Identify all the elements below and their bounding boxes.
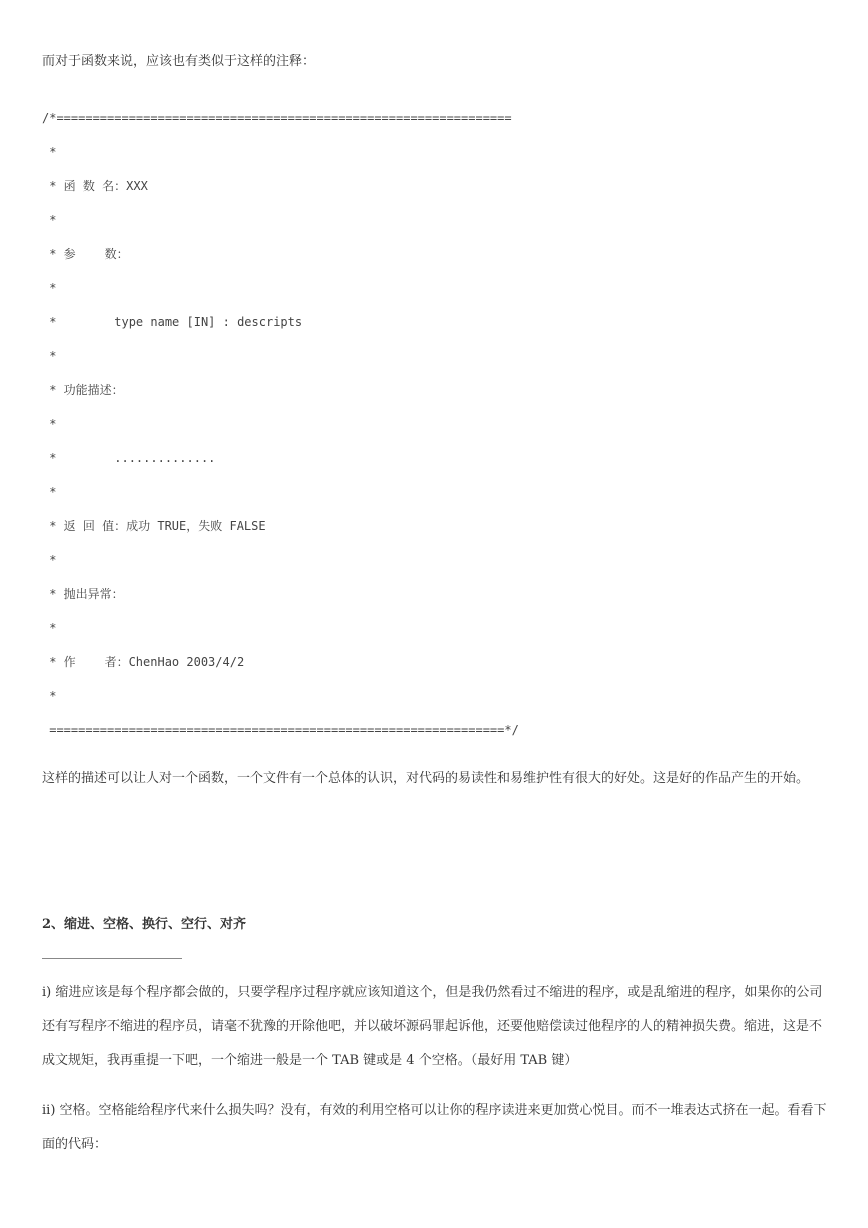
code-line: *: [42, 689, 57, 703]
section-heading: 2、缩进、空格、换行、空行、对齐: [42, 917, 247, 932]
code-line: *: [42, 213, 57, 227]
paragraph-description: 这样的描述可以让人对一个函数，一个文件有一个总体的认识，对代码的易读性和易维护性有很大的好处。这是好的作品产生的开始。: [42, 771, 810, 786]
code-line: * 函 数 名：XXX: [42, 179, 148, 193]
intro-text: 而对于函数来说，应该也有类似于这样的注释：: [42, 54, 316, 69]
heading-underline: [42, 958, 182, 959]
code-line: *: [42, 417, 57, 431]
code-line: * 作 者：ChenHao 2003/4/2: [42, 655, 245, 669]
function-comment-code-block: [42, 101, 519, 747]
paragraph-indentation: i) 缩进应该是每个程序都会做的，只要学程序过程序就应该知道这个，但是我仍然看过不缩进的程序，或是乱缩进的程序，如果你的公司还有写程序不缩进的程序员，请毫不犹豫的开除他吧，并以破坏源码罪起诉他，还要他赔偿读过他程序的人的精神损失费。缩进，这是不成文规矩，我再重提一下吧，一个缩进一般是一个 TAB 键或是 4 个空格。（最好用 TAB 键）: [42, 985, 823, 1068]
code-line: *: [42, 145, 57, 159]
code-line: * 抛出异常：: [42, 587, 124, 601]
code-line: * ..............: [42, 451, 216, 465]
paragraph-spaces: ii) 空格。空格能给程序代来什么损失吗？没有，有效的利用空格可以让你的程序读进来更加赏心悦目。而不一堆表达式挤在一起。看看下面的代码：: [42, 1103, 827, 1152]
code-line: *: [42, 621, 57, 635]
code-line: ===============================================================*/: [42, 723, 519, 737]
code-line: * 功能描述：: [42, 383, 124, 397]
code-line: * 参 数：: [42, 247, 129, 261]
code-line: *: [42, 485, 57, 499]
code-line: *: [42, 349, 57, 363]
code-line: * type name [IN] : descripts: [42, 315, 303, 329]
code-line: *: [42, 553, 57, 567]
code-line: /*===============================================================: [42, 111, 512, 125]
code-line: * 返 回 值：成功 TRUE，失败 FALSE: [42, 519, 266, 533]
code-line: *: [42, 281, 57, 295]
